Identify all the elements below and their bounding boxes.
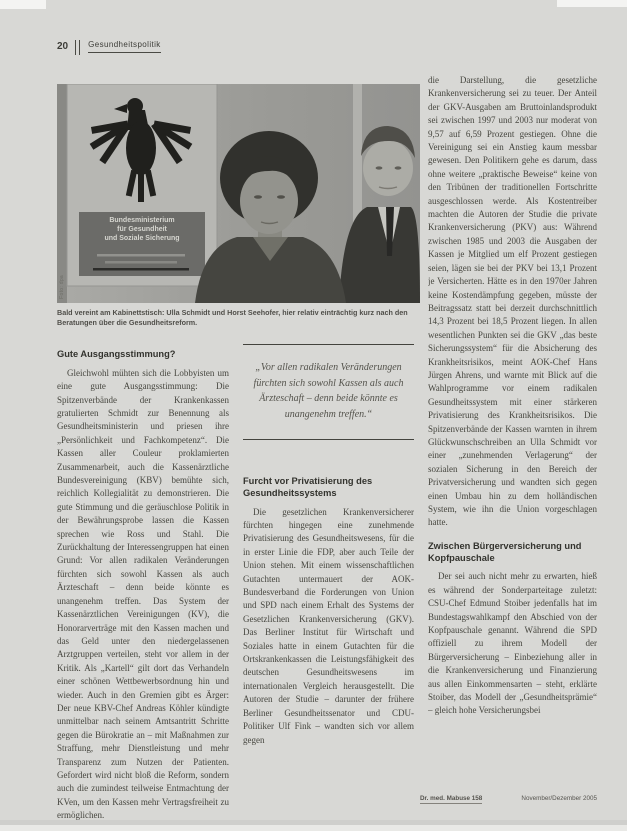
footer-magazine-title: Dr. med. Mabuse 158 [420, 795, 483, 802]
article-column-right [428, 74, 597, 791]
sign-line: Bundesministerium [109, 217, 175, 224]
photo-illustration [57, 84, 420, 303]
page-footer [420, 795, 597, 804]
section-title: Gesundheitspolitik [88, 40, 161, 53]
article-paragraph: Der sei auch nicht mehr zu erwarten, hieß es während der Sonderparteitage zuletzt: CSU-Chef Edmund Stoiber jedenfalls hat im Bundestagswahlkampf den Abschied von der Kopfpauschale genannt. Während die SPD offiziell zu ihrem Modell der Bürgerversicherung – Einbeziehung aller in die Krankenversicherung und Finanzierung aus allen Einkommensarten – steht, erklärte Stoiber, das Modell der „Gesundheitsprämie“ – gleich hohe Versicherungsbei [428, 571, 597, 716]
scan-artifact [0, 0, 46, 9]
article-paragraph: Die gesetzlichen Krankenversicherer fürchten hingegen eine zunehmende Privatisierung des Gesundheitswesens, für die in erster Linie die FDP, aber auch Teile der Union stehen. Mit einem wissenschaftlichen Gutachten untermauert der AOK-Bundesverband die Forderungen von Union und SPD nach einem Erhalt des Systems der Gesetzlichen Krankenversicherung (GKV). Das Berliner Institut für Wirtschaft und Soziales hatte in einem Gutachten für die Ortskrankenkassen die Leistungsfähigkeit des deutschen Gesundheitswesens im internationalen Vergleich herausgestellt. Die Autoren der Studie – darunter der frühere Berliner Gesundheitssenator und CDU-Politiker Ulf Fink – wandten sich vor allem gegen [243, 506, 414, 745]
page-number: 20 [57, 41, 69, 52]
pull-quote: „Vor allen radikalen Veränderungen fürchten sich sowohl Kassen als auch Ärzteschaft – denn beide könnte es unangenehm treffen.“ [243, 344, 414, 440]
article-column-middle [243, 344, 414, 823]
subheading-buergerversicherung: Zwischen Bürgerversicherung und Kopfpauschale [428, 540, 582, 563]
page-header [57, 40, 161, 55]
photo-caption: Bald vereint am Kabinettstisch: Ulla Schmidt und Horst Seehofer, hier relativ einträchtig kurz nach den Beratungen über die Gesundheitsreform. [57, 308, 408, 327]
photo-credit: Foto: dpa [59, 275, 65, 299]
footer-issue-date: November/Dezember 2005 [521, 795, 597, 802]
scan-artifact [557, 0, 627, 7]
article-paragraph: Gleichwohl mühten sich die Lobbyisten um eine gute Ausgangsstimmung: Die Spitzenverbände der Krankenkassen gratulierten Schmidt zur Benennung als Gesundheitsministerin und priesen ihre „Persönlichkeit und Fachkompetenz“. Die Kassen aller Couleur proklamierten Zusammenarbeit, auch die Kassenärztliche Bundesvereinigung (KBV) bemühte sich, reichlich Kollegialität zu demonstrieren. Die gute Stimmung und die geräuschlose Politik in der Bewährungsprobe lassen die Kassen sprechen wie Ross und Stahl. Die Zurückhaltung der Interessengruppen hat einen Grund: Vor allen radikalen Veränderungen fürchten sich sowohl Kassen als auch Ärzteschaft – denn beide könnte es unangenehm treffen. Das System der Kassenärztlichen Vereinigungen (KV), die Honorarverträge mit den Kassen machen und das Geld unter den niedergelassenen Arztgruppen verteilen, steht vor allem in der Kritik. Als „Kartell“ gilt dort das Verhandeln einer schönen Wettbewerbsordnung hin und wieder. Auch in den Gremien gibt es Ärger: Der neue KBV-Chef Andreas Köhler kündigte unmittelbar nach seinem Amtsantritt Schritte gegen die Bürokratie an – mit Maßnahmen zur Straffung, mehr Dienstleistung und mehr Transparenz zum Nutzen der Patienten. Gefordert wird nicht bloß die Reform, sondern auch die zumindest teilweise Entmachtung der KVen, um den Kassen mehr Vertragsfreiheit zu ermöglichen. [57, 367, 229, 821]
article-column-left [57, 349, 229, 823]
header-divider [75, 40, 80, 55]
photo [57, 84, 420, 303]
sign-line: für Gesundheit [117, 226, 167, 233]
photo-figure [57, 84, 420, 327]
subheading-privatisierung: Furcht vor Privatisierung des Gesundheitssystems [243, 476, 373, 498]
article-paragraph: die Darstellung, die gesetzliche Krankenversicherung sei zu teuer. Der Anteil der GKV-Ausgaben am Bruttoinlandsprodukt sei zwischen 1997 und 2003 nur moderat von 9,57 auf 6,59 Prozent gestiegen. Ohne die Vereinigung sei ein Anstieg kaum messbar gewesen. Den Politikern gehe es darum, dass ohne weitere „praktische Beweise“ keine von den Tribünen der traditionellen Fortschritte ausgeschlossen werde. Als Kostentreiber machten die Autoren der Studie die private Krankenversicherung (PKV) aus: Während zwischen 1985 und 2003 die Ausgaben der Kassen je Mitglied um elf Prozent gestiegen seien, lägen sie bei der PKV bei 13,1 Prozent je Versicherten. Hätte es in den 1970er Jahren keine Kostendämpfung gegeben, müsste der Beitragssatz statt bei derzeit durchschnittlich 14,3 Prozent bei 18,5 Prozent liegen. In allen wesentlichen Punkten sei die GKV „das beste Sicherungssystem“ für die Absicherung des Krankheitsrisikos, meint AOK-Chef Hans Jürgen Ahrens, und warnte mit Blick auf die Wahlprogramme vor einem radikalen Gesundheitssystem mit einer stärkeren Privatisierung des Krankheitsrisikos. Die Spitzenverbände der Kassen warnten in ihrem Glückwunschschreiben an Ulla Schmidt vor einer „zunehmenden Verlagerung“ der sozialen Sicherung in den Bereich der Privatversicherung und wandten sich gegen einen Umbau hin zu dem holländischen System, wie ihn die Union vorgeschlagen hatte. [428, 75, 597, 528]
subheading-ausgangsstimmung: Gute Ausgangsstimmung? [57, 349, 176, 359]
sign-line: und Soziale Sicherung [104, 235, 180, 242]
ministry-sign-text [79, 216, 205, 243]
scan-artifact [0, 825, 627, 831]
